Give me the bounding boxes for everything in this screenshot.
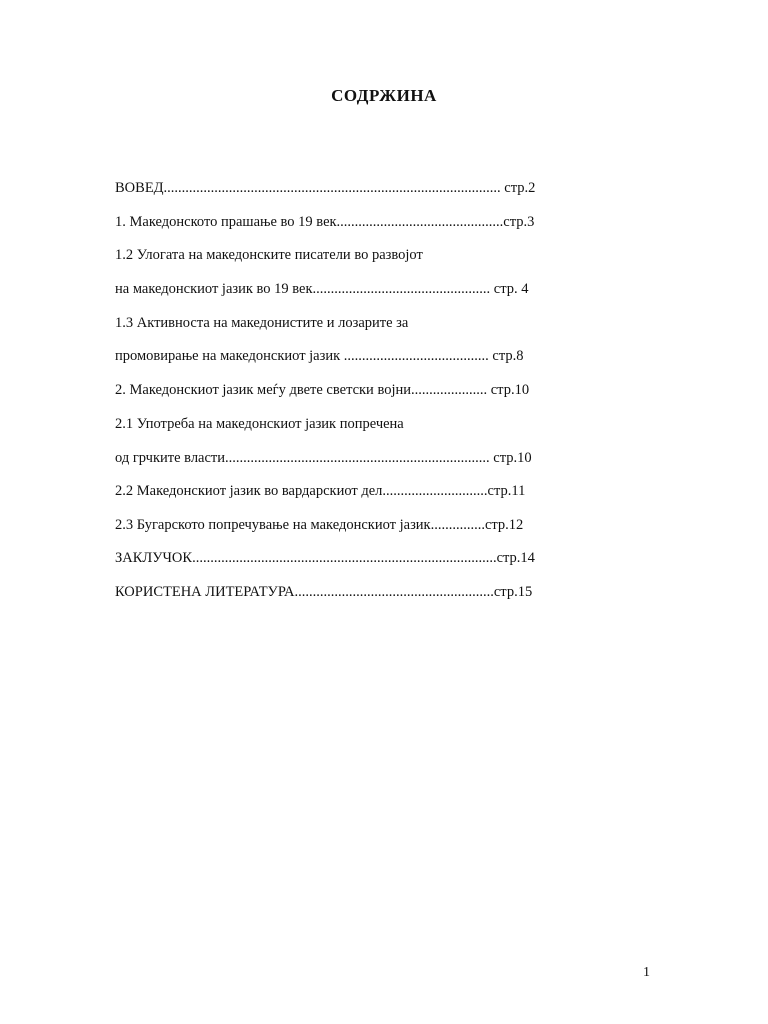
toc-line-2-1a: 2.1 Употреба на македонскиот јазик попречена (115, 416, 404, 432)
toc-line-conclusion: ЗАКЛУЧОК....................................................................................стр.14 (115, 550, 535, 566)
toc-line-intro: ВОВЕД............................................................................................. стр.2 (115, 180, 536, 196)
toc-line-2-1b: од грчките власти......................................................................... стр.10 (115, 450, 532, 466)
toc-line-1: 1. Македонското прашање во 19 век..............................................стр.3 (115, 214, 535, 230)
page-number: 1 (643, 965, 650, 980)
toc-line-2-3: 2.3 Бугарското попречување на македонскиот јазик...............стр.12 (115, 517, 524, 533)
toc-line-2-2: 2.2 Македонскиот јазик во вардарскиот дел.............................стр.11 (115, 483, 526, 499)
toc-line-1-3b: промовирање на македонскиот јазик ........................................ стр.8 (115, 348, 524, 364)
toc-line-1-3a: 1.3 Активноста на македонистите и лозарите за (115, 315, 409, 331)
page-title: СОДРЖИНА (331, 86, 437, 105)
toc-line-literature: КОРИСТЕНА ЛИТЕРАТУРА.......................................................стр.15 (115, 584, 533, 600)
toc-line-2: 2. Македонскиот јазик меѓу двете светски војни..................... стр.10 (115, 382, 530, 398)
toc-line-1-2a: 1.2 Улогата на македонските писатели во развојот (115, 247, 423, 263)
toc-line-1-2b: на македонскиот јазик во 19 век................................................. стр. 4 (115, 281, 529, 297)
